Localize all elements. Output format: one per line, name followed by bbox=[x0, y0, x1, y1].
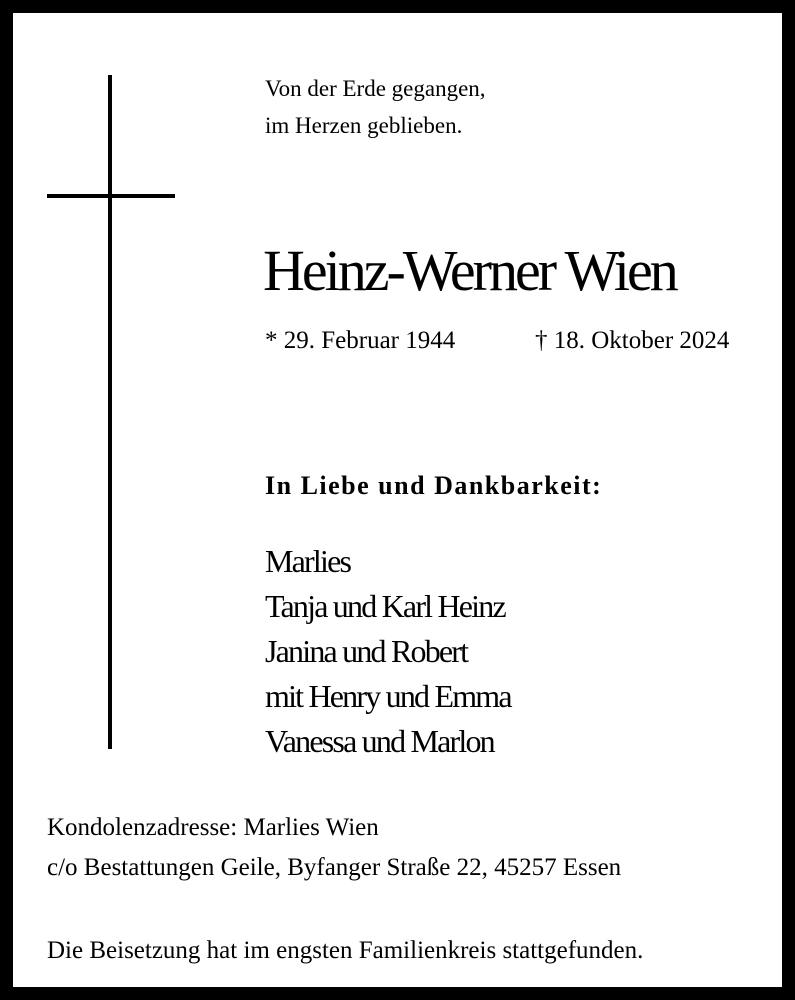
motto-line-2: im Herzen geblieben. bbox=[265, 113, 463, 138]
mourner-item: Tanja und Karl Heinz bbox=[265, 588, 505, 624]
cross-icon-horizontal-bar bbox=[47, 194, 175, 198]
condolence-line-2: c/o Bestattungen Geile, Byfanger Straße 22, 45257 Essen bbox=[47, 854, 622, 881]
mourner-item: Marlies bbox=[265, 543, 351, 579]
condolence-line-1: Kondolenzadresse: Marlies Wien bbox=[47, 814, 379, 841]
life-dates bbox=[265, 324, 730, 358]
deceased-name: Heinz-Werner Wien bbox=[263, 238, 676, 303]
cross-icon-vertical-bar bbox=[108, 75, 112, 749]
motto bbox=[265, 70, 486, 144]
death-date: † 18. Oktober 2024 bbox=[535, 327, 730, 354]
condolence-address bbox=[47, 808, 621, 888]
mourner-item: Vanessa und Marlon bbox=[265, 723, 494, 759]
thanks-heading: In Liebe und Dankbarkeit: bbox=[265, 471, 603, 500]
burial-note: Die Beisetzung hat im engsten Familienkreis stattgefunden. bbox=[47, 937, 644, 964]
mourners-list bbox=[265, 539, 511, 764]
motto-line-1: Von der Erde gegangen, bbox=[265, 76, 486, 101]
mourner-item: Janina und Robert bbox=[265, 633, 468, 669]
mourner-item: mit Henry und Emma bbox=[265, 678, 511, 714]
birth-date: * 29. Februar 1944 bbox=[265, 327, 456, 354]
